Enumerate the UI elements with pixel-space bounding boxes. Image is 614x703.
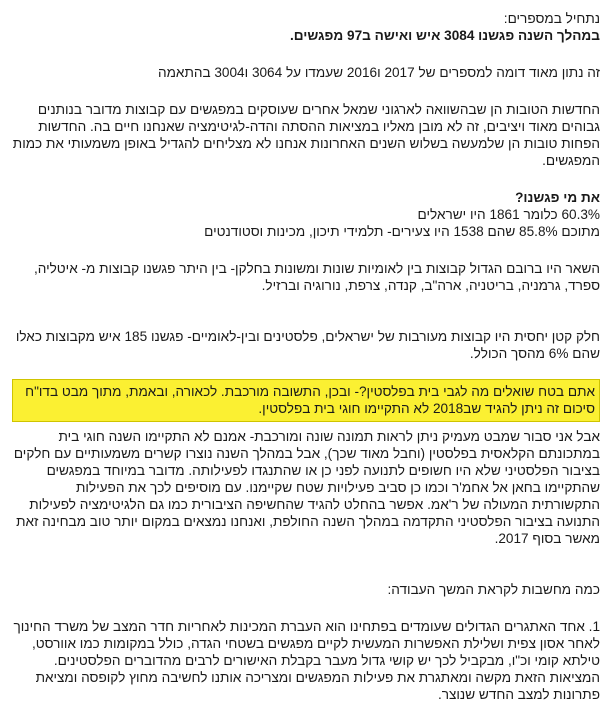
mixed-groups-paragraph: חלק קטן יחסית היו קבוצות מעורבות של ישראלים, פלסטינים ובין-לאומיים- פגשנו 185 איש מקבוצות כאלו שהם 6% מהסך הכולל.: [15, 329, 600, 361]
who-heading: את מי פגשנו?: [515, 190, 600, 205]
intro-headline: במהלך השנה פגשנו 3084 איש ואישה ב97 מפגשים.: [289, 28, 600, 43]
list-item: 1. אחד האתגרים הגדולים שעומדים בפתחינו הוא העברת המכינות לאחריות חדר המצב של משרד החינוך לאחר אסון צפית ושלילת האפשרות המעשית לקיים מפגשים בשטחי הגדה, כולל במקומות כמו אוורסט, טילתא קומי וכ"ו, מבקביל לכך יש קושי גדול מעבר בקבלת האישורים לרבים מהדוברים הפלסטינים. המציאות הזאת מקשה ומאתגרת את פעילות המפגשים ומצריכה אותנו לחשיבה מחוץ לקופסה ומציאת פתרונות למצב החדש שנוצר.: [13, 619, 600, 702]
international-groups-paragraph: השאר היו ברובם הגדול קבוצות בין לאומיות שונות ומשונות בחלקן- בין היתר פגשנו קבוצות מ- איטליה, ספרד, גרמניה, בריטניה, ארה"ב, קנדה, צרפת, נורוגיה וברזיל.: [33, 261, 600, 293]
intro-line: נתחיל במספרים:: [503, 11, 600, 26]
explanation-paragraph: אבל אני סבור שמבט מעמיק ניתן לראות תמונה שונה ומורכבת- אמנם לא התקיימו השנה חוגי בית במתכונתם הקלאסית בפלסטין (וחבל מאוד שכך), אבל במהלך השנה נוצרו קשרים משמעותיים עם חלקים בציבור הפלסטיני שלא היו חשופים לתנועה לפני כן או שהתנגדו לפעילותה. מדובר במיוחד במפגשים שהתקיימו בחאן אל אחמ'ר וכמו כן סביב פעילויות שטח שקיימנו. עם מוסיפים לכך את הפעילות התקשורתית המעולה של ר'אמ. אפשר בהחלט להגיד שהחשיפה הציבורית כמו גם הלגיטימציה לפעילות התנועה בציבור הפלסטיני התקדמה במהלך השנה החולפת, ואנחנו נמצאים במקום יותר טוב מבחינה זאת מאשר בסוף 2017.: [13, 429, 600, 546]
thoughts-heading: כמה מחשבות לקראת המשך העבודה:: [387, 582, 600, 597]
who-line-youth: מתוכם 85.8% שהם 1538 היו צעירים- תלמידי תיכון, מכינות וסטודנטים: [204, 224, 600, 239]
highlighted-paragraph: אתם בטח שואלים מה לגבי בית בפלסטין?- ובכן, התשובה מורכבת. לכאורה, ובאמת, מתוך מבט בדו"ח סיכום זה ניתן להגיד שב2018 לא התקיימו חוגי בית בפלסטין.: [12, 379, 600, 422]
who-line-israelis: 60.3% כלומר 1861 היו ישראלים: [417, 207, 600, 222]
comparison-paragraph: זה נתון מאוד דומה למספרים של 2017 ו2016 שעמדו על 3064 ו3004 בהתאמה: [157, 65, 600, 80]
good-news-paragraph: החדשות הטובות הן שבהשוואה לארגוני שמאל אחרים שעוסקים במפגשים עם קבוצות מדובר בנותנים גבוהים מאוד ויציבים, זה לא מובן מאליו במציאות ההסתה והדה-לגיטימציה שאנחנו חיים בה. החדשות הפחות טובות הן שלמעשה בשלוש השנים האחרונות אנחנו לא מצליחים להגדיל באופן משמעותי את כמות המפגשים.: [12, 102, 600, 168]
